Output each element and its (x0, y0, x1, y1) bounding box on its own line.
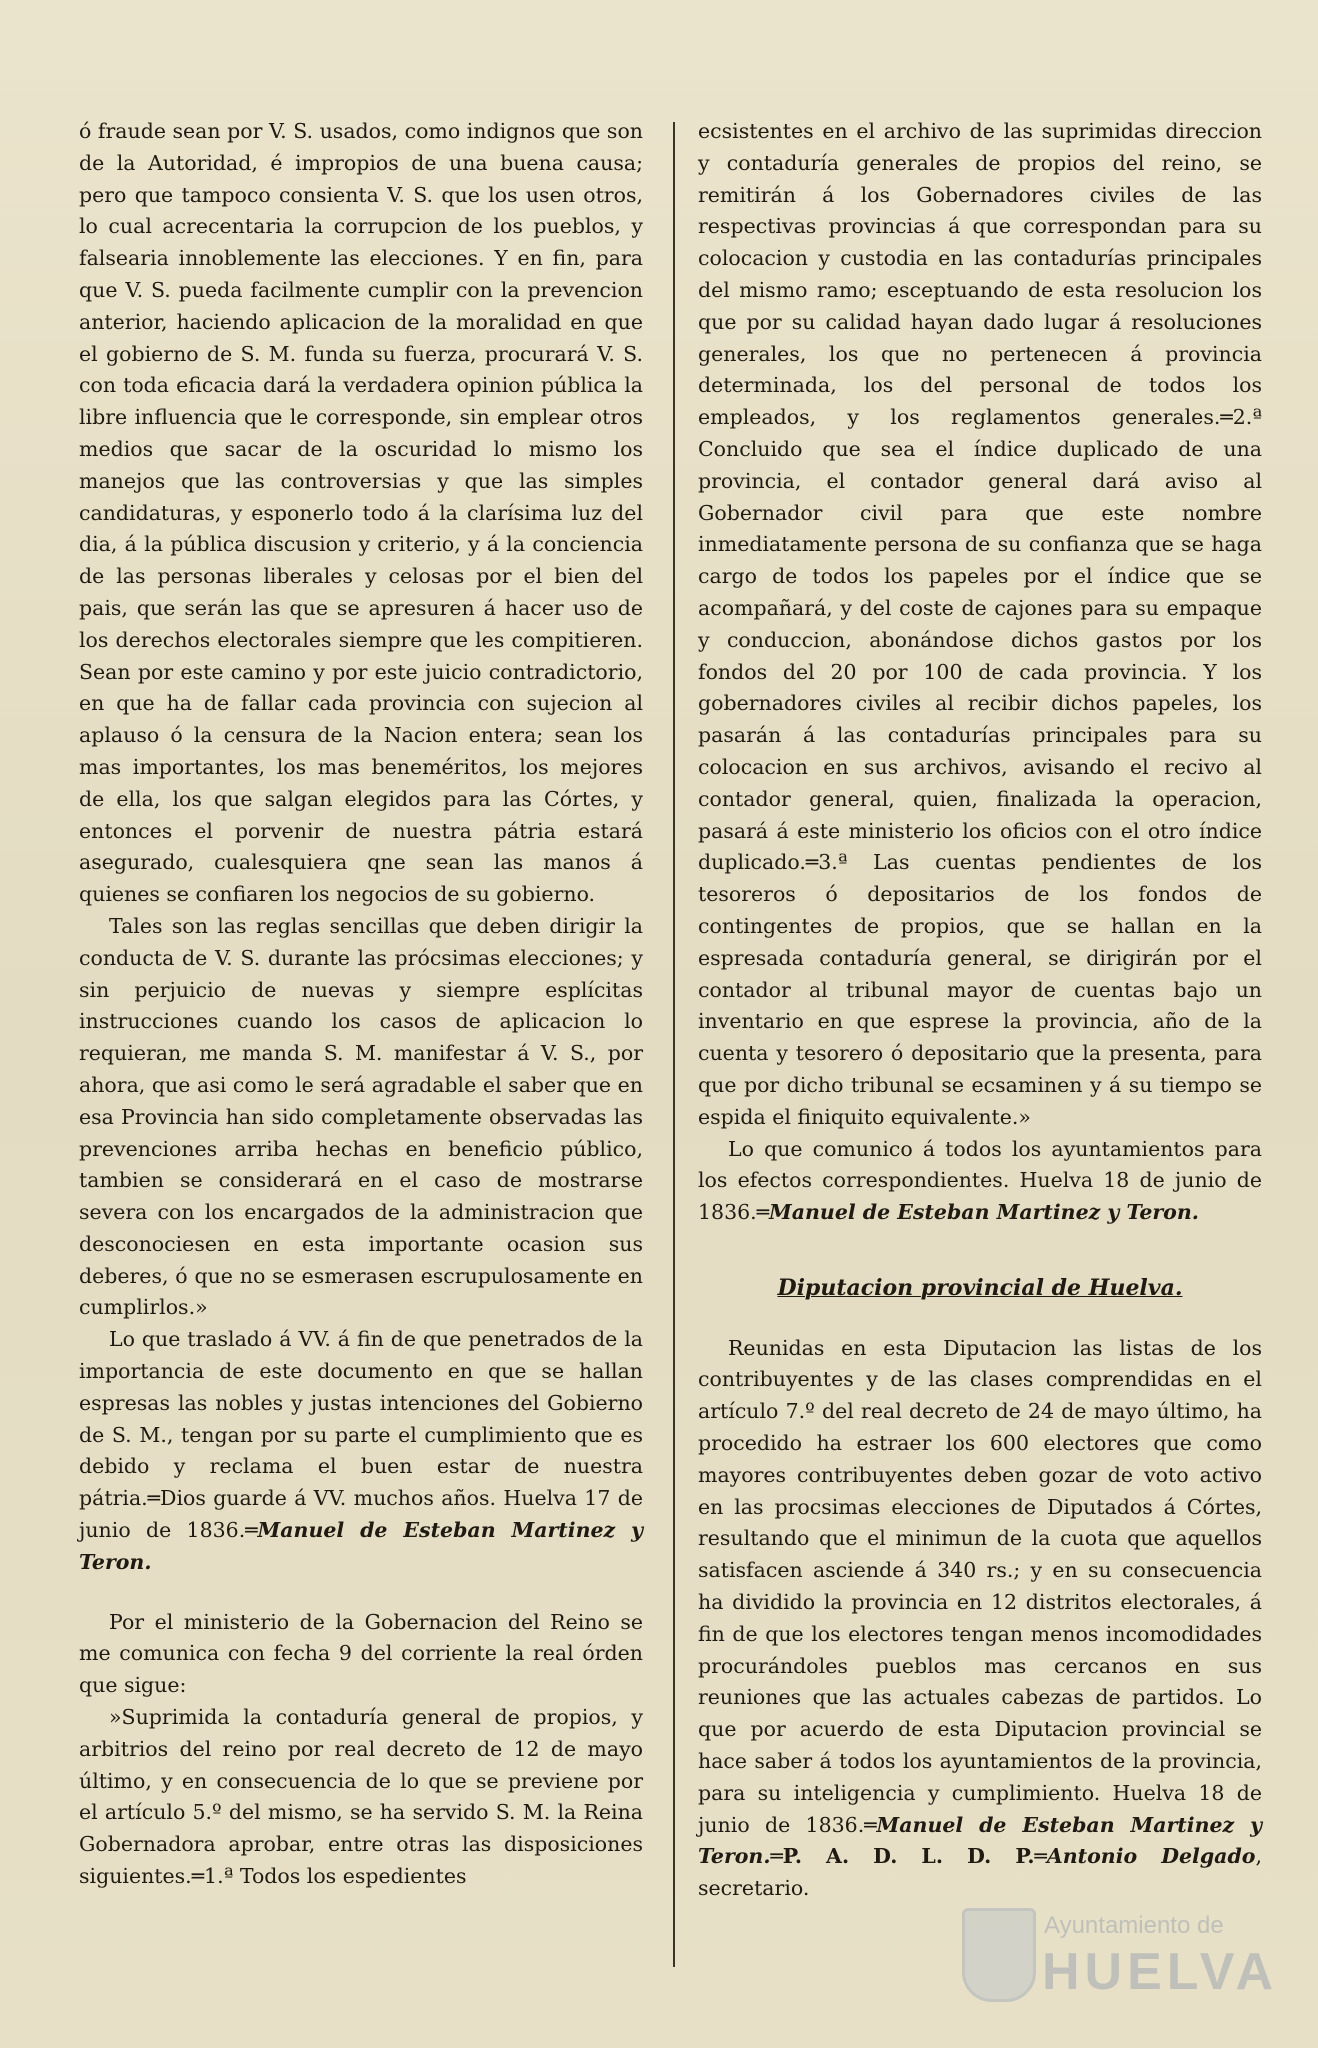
section-heading: Diputacion provincial de Huelva. (777, 1274, 1183, 1301)
paragraph-text: Reunidas en esta Diputacion las listas de los contribuyentes y de las clases comprendidas en el artículo 7.º del real decreto de 24 de mayo último, ha procedido ha estraer los 600 electores que como mayores contribuyentes deben gozar de voto activo en las procsimas elecciones de Diputados á Córtes, resultando que el minimun de la cuota que aquellos satisfacen asciende á 340 rs.; y en su consecuencia ha dividido la provincia en 12 distritos electorales, á fin de que los electores tengan menos incomodidades procurándoles pueblos mas cercanos en sus reuniones que las actuales cabezas de partidos. Lo que por acuerdo de esta Diputacion provincial se hace saber á todos los ayuntamientos de la provincia, para su inteligencia y cumplimiento. Huelva 18 de junio de 1836. (698, 1335, 1262, 1837)
archive-watermark (962, 1908, 1279, 2018)
paragraph: Por el ministerio de la Gobernacion del Reino se me comunica con fecha 9 del corriente la real órden que sigue: (79, 1609, 643, 1698)
signature-title: , secretario. (698, 1844, 1263, 1901)
signature: ═Antonio Delgado (1034, 1844, 1256, 1869)
left-column (79, 116, 643, 1893)
signature: ═Manuel de Esteban Martinez y Teron. (79, 1518, 643, 1574)
paragraph: »Suprimida la contaduría general de propios, y arbitrios del reino por real decreto de 12 de mayo último, y en consecuencia de lo que se previene por el artículo 5.º del mismo, se ha servido S. M. la Reina Gobernadora aprobar, entre otras las disposiciones siguientes.═1.ª Todos los espedientes (79, 1705, 643, 1889)
paragraph (698, 1134, 1262, 1229)
column-divider (673, 122, 675, 1967)
watermark-title: HUELVA (1042, 1943, 1279, 2001)
paragraph-text: Lo que comunico á todos los ayuntamientos para los efectos correspondientes. Huelva 18 de junio de 1836. (698, 1136, 1262, 1225)
paragraph (698, 1333, 1262, 1905)
paragraph-text: Lo que traslado á VV. á fin de que penetrados de la importancia de este documento en que se hallan espresas las nobles y justas intenciones del Gobierno de S. M., tengan por su parte el cumplimiento que es debido y reclama el buen estar de nuestra pátria.═Dios guarde á VV. muchos años. Huelva 17 de junio de 1836. (79, 1327, 643, 1543)
paragraph: ó fraude sean por V. S. usados, como indignos que son de la Autoridad, é impropios de una buena causa; pero que tampoco consienta V. S. que los usen otros, lo cual acrecentaria la corrupcion de los pueblos, y falsearia innoblemente las elecciones. Y en fin, para que V. S. pueda facilmente cumplir con la prevencion anterior, haciendo aplicacion de la moralidad en que el gobierno de S. M. funda su fuerza, procurará V. S. con toda eficacia dará la verdadera opinion pública la libre influencia que le corresponde, sin emplear otros medios que sacar de la oscuridad lo mismo los manejos que las controversias y que las simples candidaturas, y esponerlo todo á la clarísima luz del dia, á la pública discusion y criterio, y á la conciencia de las personas liberales y celosas por el bien del pais, que serán las que se apresuren á hacer uso de los derechos electorales siempre que les compitieren. Sean por este camino y por este juicio contradictorio, en que ha de fallar cada provincia con sujecion al aplauso ó la censura de la Nacion entera; sean los mas importantes, los mas beneméritos, los mejores de ella, los que salgan elegidos para las Córtes, y entonces el porvenir de nuestra pátria estará asegurado, cualesquiera qne sean las manos á quienes se confiaren los negocios de su gobierno. (79, 119, 643, 907)
abbreviation: ═P. A. D. L. D. P. (770, 1844, 1035, 1869)
watermark-caption: Ayuntamiento de (1044, 1912, 1224, 1939)
paragraph: Tales son las reglas sencillas que deben dirigir la conducta de V. S. durante las prócsimas elecciones; y sin perjuicio de nuevas y siempre esplícitas instrucciones cuando los casos de aplicacion lo requieran, me manda S. M. manifestar á V. S., por ahora, que asi como le será agradable el saber que en esa Provincia han sido completamente observadas las prevenciones arriba hechas en beneficio público, tambien se considerará en el caso de mostrarse severa con los encargados de la administracion que desconociesen en esta importante ocasion sus deberes, ó que no se esmerasen escrupulosamente en cumplirlos.» (79, 913, 643, 1320)
paragraph (79, 1324, 643, 1578)
paragraph: ecsistentes en el archivo de las suprimidas direccion y contaduría generales de propios del reino, se remitirán á los Gobernadores civiles de las respectivas provincias á que correspondan para su colocacion y custodia en las contadurías principales del mismo ramo; esceptuando de esta resolucion los que por su calidad hayan dado lugar á resoluciones generales, los que no pertenecen á provincia determinada, los del personal de todos los empleados, y los reglamentos generales.═2.ª Concluido que sea el índice duplicado de una provincia, el contador general dará aviso al Gobernador civil para que este nombre inmediatamente persona de su confianza que se haga cargo de todos los papeles por el índice que se acompañará, y del coste de cajones para su empaque y conduccion, abonándose dichos gastos por los fondos del 20 por 100 de cada provincia. Y los gobernadores civiles al recibir dichos papeles, los pasarán á las contadurías principales para su colocacion en sus archivos, avisando el recivo al contador general, quien, finalizada la operacion, pasará á este ministerio los oficios con el otro índice duplicado.═3.ª Las cuentas pendientes de los tesoreros ó depositarios de los fondos de contingentes de propios, que se hallan en la espresada contaduría general, se dirigirán por el contador al tribunal mayor de cuentas bajo un inventario en que esprese la provincia, año de la cuenta y tesorero ó depositario que la presenta, para que por dicho tribunal se ecsaminen y á su tiempo se espida el finiquito equivalente.» (698, 119, 1262, 1129)
coat-of-arms-icon (962, 1908, 1036, 2002)
right-column (698, 116, 1262, 1905)
signature: ═Manuel de Esteban Martinez y Teron. (698, 1812, 1262, 1869)
signature: ═Manuel de Esteban Martinez y Teron. (756, 1200, 1199, 1225)
